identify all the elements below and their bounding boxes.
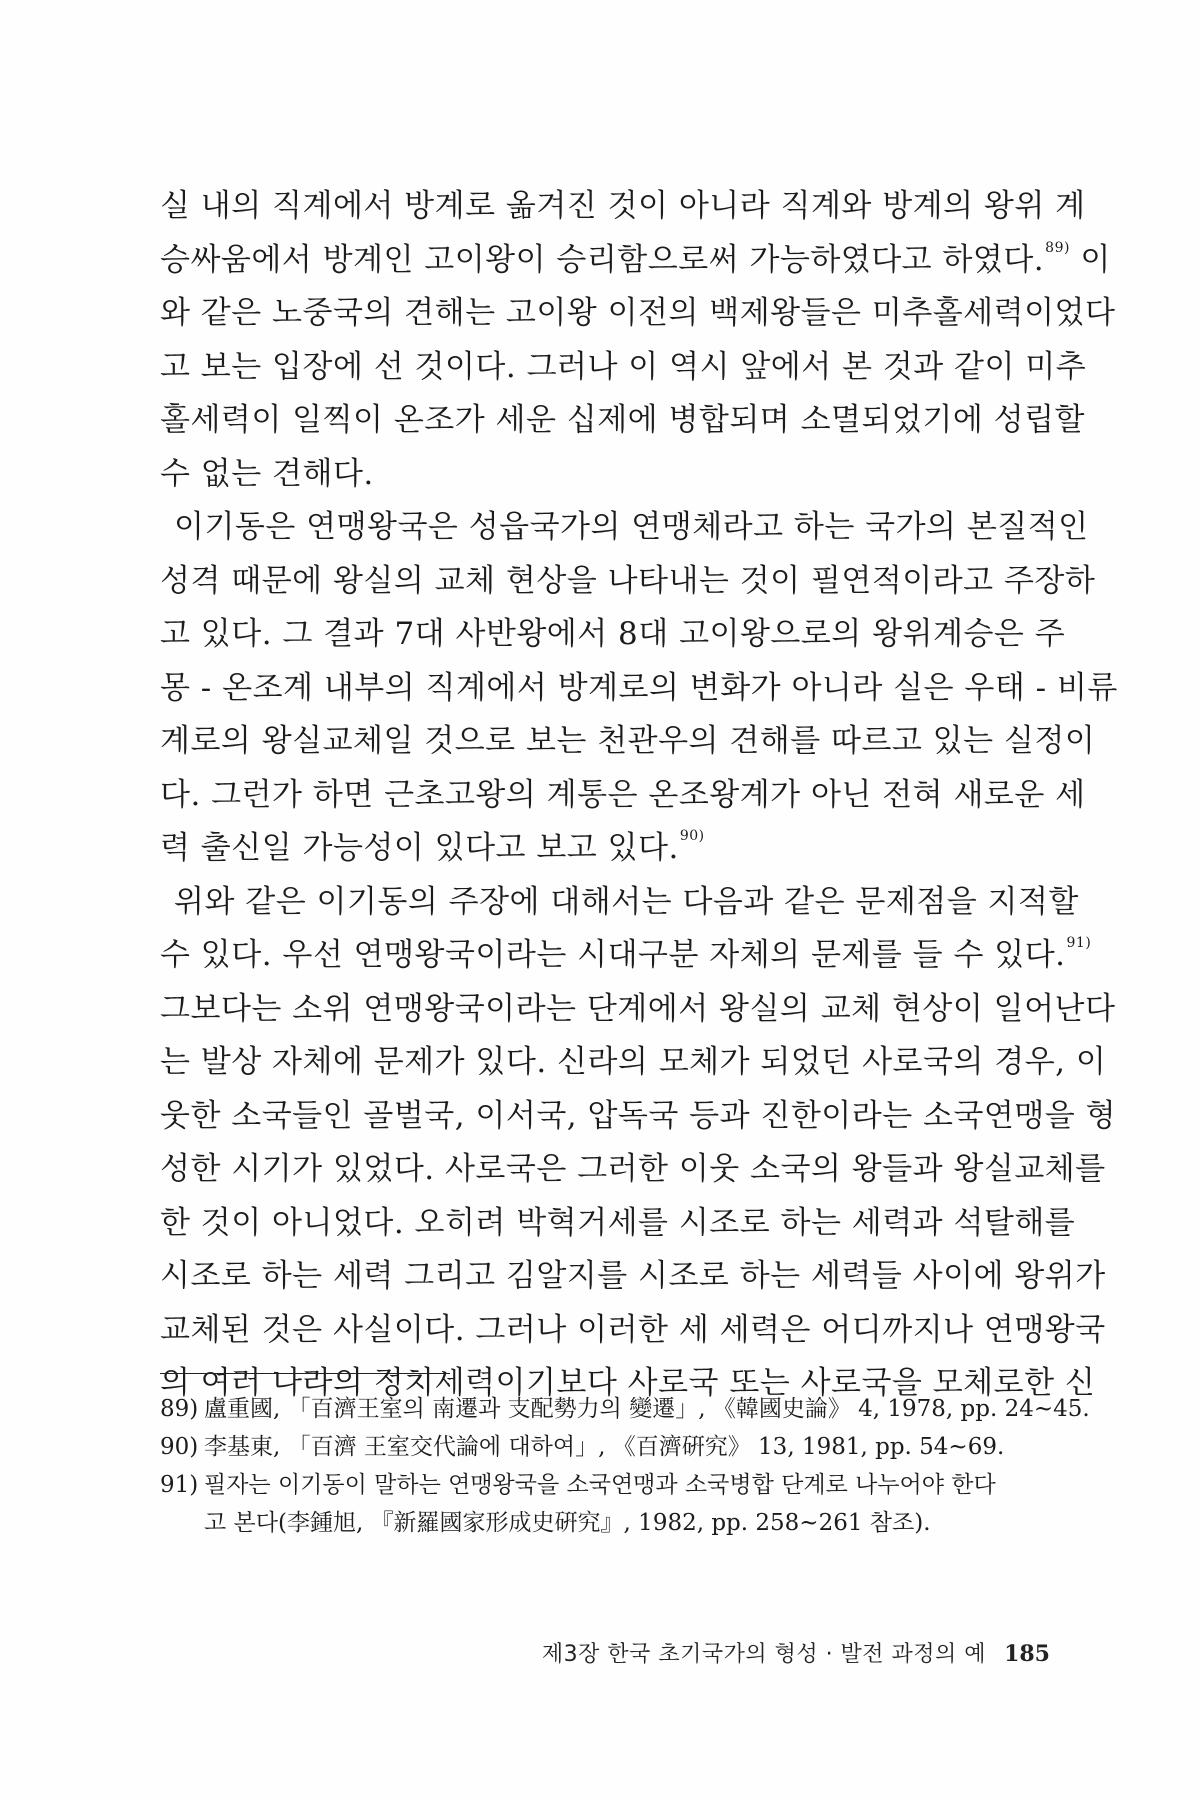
footnote-line: 필자는 이기동이 말하는 연맹왕국을 소국연맹과 소국병합 단계로 나누어야 한다 xyxy=(204,1472,996,1498)
footnote-text xyxy=(204,1390,1090,1428)
text-line: 한 것이 아니었다. 오히려 박혁거세를 시조로 하는 세력과 석탈해를 xyxy=(160,1204,1076,1241)
footnote-90 xyxy=(160,1428,1050,1466)
paragraph-3 xyxy=(160,876,1117,1411)
text-line: 이기동은 연맹왕국은 성읍국가의 연맹체라고 하는 국가의 본질적인 xyxy=(174,509,1089,545)
footnote-line: 李基東, 「百濟 王室交代論에 대하여」, 《百濟硏究》 13, 1981, pp. 54~69. xyxy=(204,1434,1005,1460)
text-line: 시조로 하는 세력 그리고 김알지를 시조로 하는 세력들 사이에 왕위가 xyxy=(160,1258,1106,1294)
text-line: 다. 그런가 하면 근초고왕의 계통은 온조왕계가 아닌 전혀 새로운 세 xyxy=(160,776,1086,813)
footnotes xyxy=(160,1390,1090,1542)
page-number: 185 xyxy=(1004,1641,1050,1667)
text-line: 성격 때문에 왕실의 교체 현상을 나타내는 것이 필연적이라고 주장하 xyxy=(160,562,1096,599)
body-text xyxy=(160,180,1118,1411)
text-line: 수 없는 견해다. xyxy=(160,455,374,492)
footnote-line: 고 본다(李鍾旭, 『新羅國家形成史硏究』, 1982, pp. 258~261 참조). xyxy=(204,1510,931,1536)
text-line: 홀세력이 일찍이 온조가 세운 십제에 병합되며 소멸되었기에 성립할 xyxy=(160,402,1085,438)
footnote-ref-89[interactable]: 89) xyxy=(1045,239,1070,256)
text-line: 웃한 소국들인 골벌국, 이서국, 압독국 등과 진한이라는 소국연맹을 형 xyxy=(160,1097,1117,1134)
text-line: 고 있다. 그 결과 7대 사반왕에서 8대 고이왕으로의 왕위계승은 주 xyxy=(160,616,1066,652)
text-line xyxy=(160,822,1040,876)
text-segment: 력 출신일 가능성이 있다고 보고 있다. xyxy=(160,830,679,866)
text-line: 와 같은 노중국의 견해는 고이왕 이전의 백제왕들은 미추홀세력이었다 xyxy=(160,295,1116,331)
paragraph-2 xyxy=(160,501,1118,876)
footnote-91 xyxy=(160,1466,1050,1542)
text-segment: 승싸움에서 방계인 고이왕이 승리함으로써 가능하였다고 하였다. xyxy=(160,241,1045,278)
footnote-number: 90) xyxy=(160,1434,199,1460)
chapter-title: 제3장 한국 초기국가의 형성 · 발전 과정의 예 xyxy=(541,1642,987,1667)
footnote-line: 盧重國, 「百濟王室의 南遷과 支配勢力의 變遷」, 《韓國史論》 4, 1978, pp. 24~45. xyxy=(204,1396,1090,1422)
footnote-number: 91) xyxy=(160,1472,199,1498)
text-line: 실 내의 직계에서 방계로 옮겨진 것이 아니라 직계와 방계의 왕위 계 xyxy=(160,188,1086,224)
footnote-text xyxy=(204,1428,1050,1466)
paragraph-1 xyxy=(160,180,1116,501)
text-line: 성한 시기가 있었다. 사로국은 그러한 이웃 소국의 왕들과 왕실교체를 xyxy=(160,1151,1106,1187)
text-segment: 수 있다. 우선 연맹왕국이라는 시대구분 자체의 문제를 들 수 있다. xyxy=(160,937,1066,973)
text-line xyxy=(160,234,1111,288)
footnote-89 xyxy=(160,1390,1090,1428)
text-line: 위와 같은 이기동의 주장에 대해서는 다음과 같은 문제점을 지적할 xyxy=(174,883,1079,920)
text-line: 고 보는 입장에 선 것이다. 그러나 이 역시 앞에서 본 것과 같이 미추 xyxy=(160,348,1087,385)
running-footer xyxy=(490,1637,1050,1668)
text-line: 계로의 왕실교체일 것으로 보는 천관우의 견해를 따르고 있는 실정이 xyxy=(160,723,1096,759)
text-line: 몽 - 온조계 내부의 직계에서 방계로의 변화가 아니라 실은 우태 - 비류 xyxy=(160,669,1118,706)
text-line xyxy=(160,929,1092,983)
text-line: 그보다는 소위 연맹왕국이라는 단계에서 왕실의 교체 현상이 일어난다 xyxy=(160,990,1116,1027)
footnote-ref-91[interactable]: 91) xyxy=(1066,935,1092,951)
footnote-number: 89) xyxy=(160,1396,199,1422)
footnote-ref-90[interactable]: 90) xyxy=(679,828,705,844)
text-segment: 이 xyxy=(1080,241,1111,278)
text-line: 의 여러 나라의 정치세력이기보다 사로국 또는 사로국을 모체로한 신 xyxy=(160,1365,1096,1401)
footnote-divider xyxy=(160,1373,450,1374)
text-line: 교체된 것은 사실이다. 그러나 이러한 세 세력은 어디까지나 연맹왕국 xyxy=(160,1311,1106,1348)
text-line: 는 발상 자체에 문제가 있다. 신라의 모체가 되었던 사로국의 경우, 이 xyxy=(160,1044,1107,1080)
footnote-text xyxy=(204,1466,1050,1542)
